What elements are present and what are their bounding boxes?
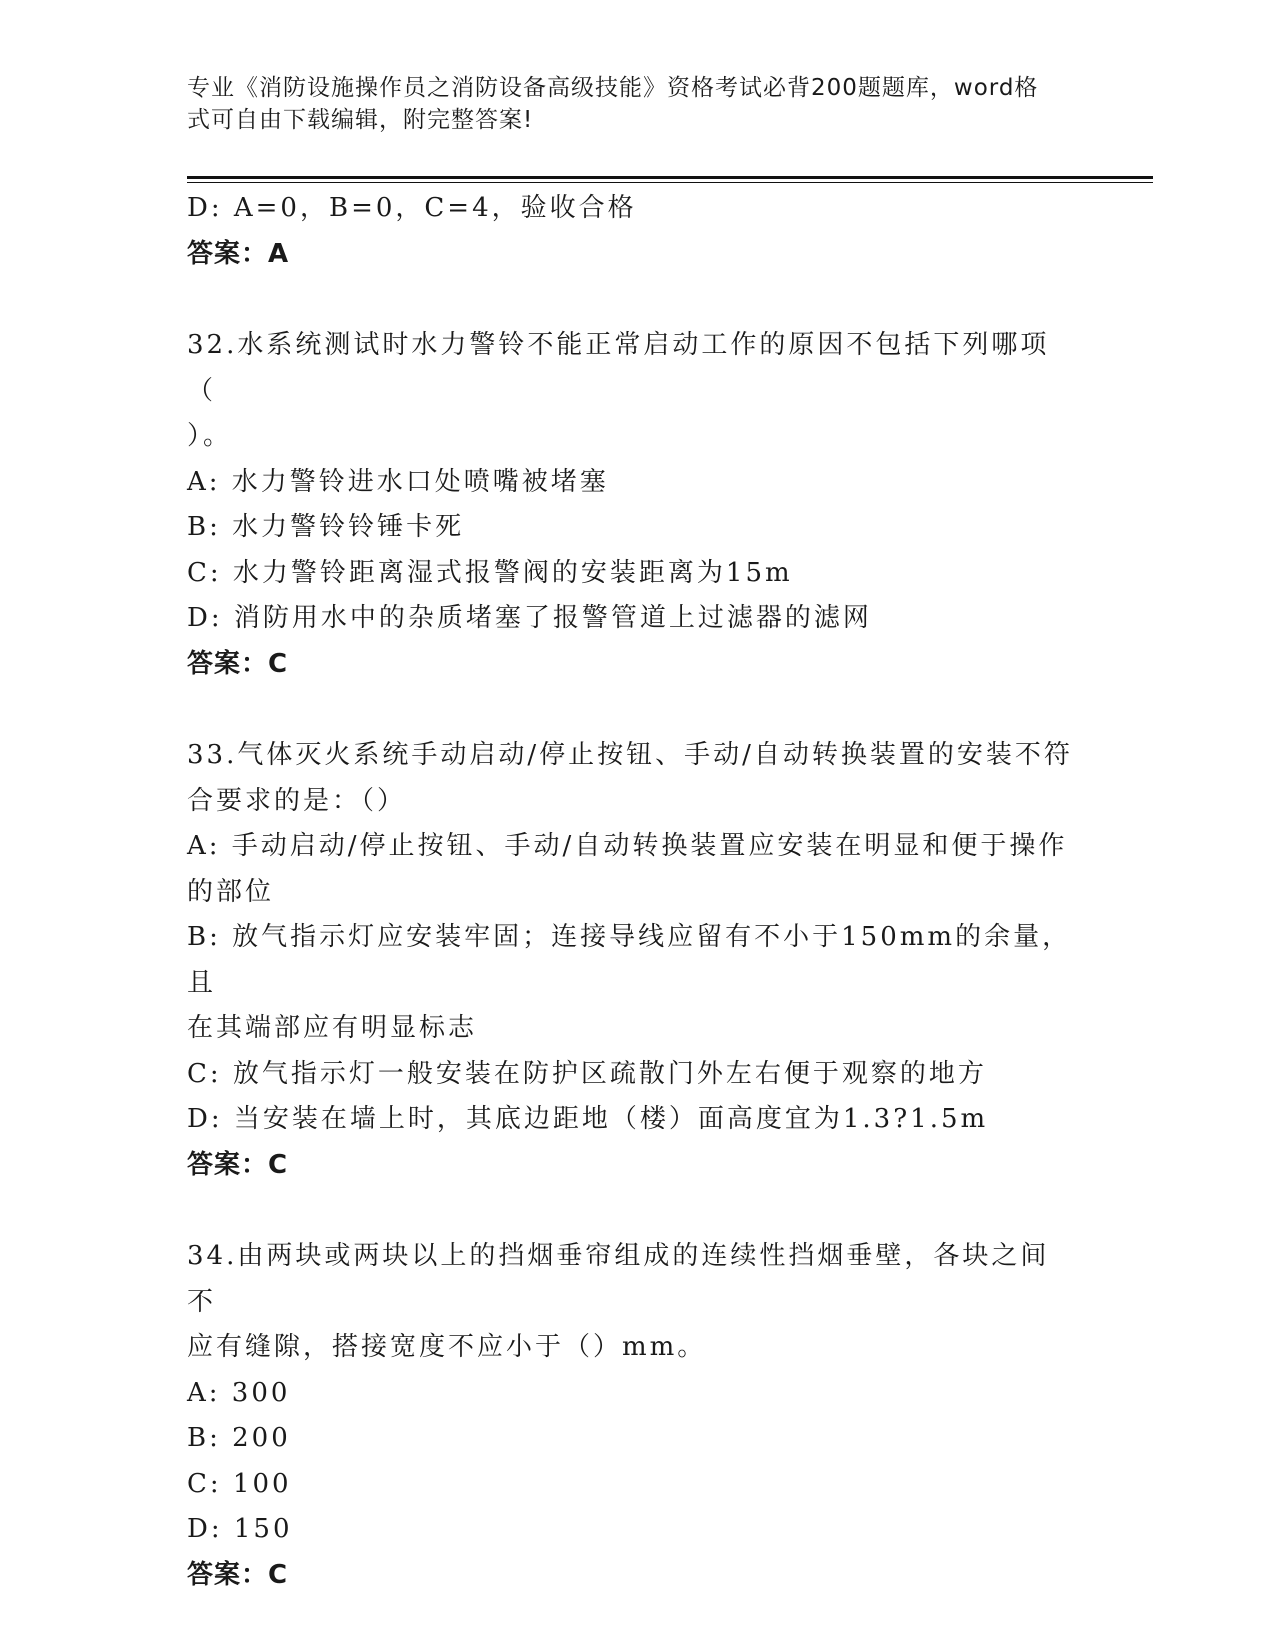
question-stem-line: 合要求的是：（） <box>187 785 407 816</box>
answer: 答案：C <box>187 1149 289 1180</box>
option-d: D: 150 <box>187 1514 293 1544</box>
answer: 答案：C <box>187 648 289 679</box>
option-a-cont: 的部位 <box>187 876 275 907</box>
header-divider-thin <box>187 182 1153 183</box>
question-34 <box>187 1234 1077 1598</box>
header-divider-thick <box>187 176 1153 179</box>
answer: 答案：C <box>187 1559 289 1590</box>
document-header <box>187 72 1077 136</box>
option-a: A: 300 <box>187 1377 291 1408</box>
option-c: C: 放气指示灯一般安装在防护区疏散门外左右便于观察的地方 <box>187 1058 987 1089</box>
option-b: B: 水力警铃铃锤卡死 <box>187 512 465 542</box>
question-stem-line: ）。 <box>187 421 233 451</box>
option-b-cont: 在其端部应有明显标志 <box>187 1013 478 1043</box>
option-d: D: 当安装在墙上时，其底边距地（楼）面高度宜为1.3?1.5m <box>187 1104 989 1134</box>
option-a: A: 手动启动/停止按钮、手动/自动转换装置应安装在明显和便于操作 <box>187 831 1068 861</box>
option-a: A: 水力警铃进水口处喷嘴被堵塞 <box>187 466 609 497</box>
option-c: C: 水力警铃距离湿式报警阀的安装距离为15m <box>187 557 793 588</box>
question-stem-line: 32.水系统测试时水力警铃不能正常启动工作的原因不包括下列哪项（ <box>187 330 1050 406</box>
option-c: C: 100 <box>187 1468 292 1499</box>
header-line-1: 专业《消防设施操作员之消防设备高级技能》资格考试必背200题题库，word格 <box>187 75 1039 101</box>
spacer <box>187 1188 1077 1234</box>
prev-option-d: D: A=0，B=0，C=4，验收合格 <box>187 193 637 223</box>
option-b: B: 200 <box>187 1423 291 1453</box>
spacer <box>187 277 1077 323</box>
question-content <box>187 186 1077 1598</box>
spacer <box>187 687 1077 733</box>
prev-answer: 答案：A <box>187 238 290 269</box>
question-stem-line: 应有缝隙，搭接宽度不应小于（）mm。 <box>187 1332 707 1362</box>
question-stem-line: 34.由两块或两块以上的挡烟垂帘组成的连续性挡烟垂壁，各块之间不 <box>187 1241 1050 1317</box>
option-d: D: 消防用水中的杂质堵塞了报警管道上过滤器的滤网 <box>187 603 872 633</box>
question-33 <box>187 733 1077 1188</box>
option-b: B: 放气指示灯应安装牢固；连接导线应留有不小于150mm的余量，且 <box>187 922 1072 998</box>
header-line-2: 式可自由下载编辑，附完整答案! <box>187 107 534 133</box>
question-32 <box>187 323 1077 687</box>
question-stem-line: 33.气体灭火系统手动启动/停止按钮、手动/自动转换装置的安装不符 <box>187 740 1073 770</box>
